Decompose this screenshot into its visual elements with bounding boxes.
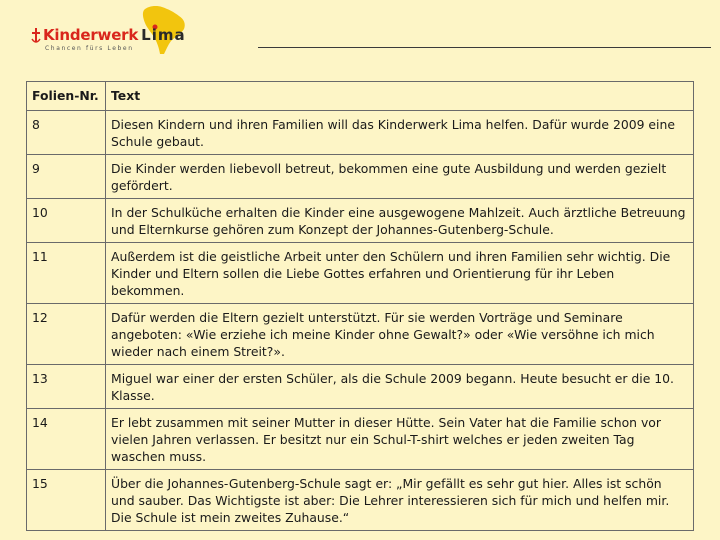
- table-row: [27, 111, 694, 155]
- column-header-slide-number: Folien-Nr.: [27, 82, 106, 111]
- table-row: [27, 243, 694, 304]
- slide-text-table: [26, 81, 694, 531]
- slide-number-cell: 13: [27, 365, 106, 409]
- slide-text-cell: Die Kinder werden liebevoll betreut, bekommen eine gute Ausbildung und werden gezielt gefördert.: [106, 155, 694, 199]
- slide-text-cell: Diesen Kindern und ihren Familien will das Kinderwerk Lima helfen. Dafür wurde 2009 eine Schule gebaut.: [106, 111, 694, 155]
- slide-number-cell: 15: [27, 470, 106, 531]
- slide-text-cell: Dafür werden die Eltern gezielt unterstützt. Für sie werden Vorträge und Seminare angeboten: «Wie erziehe ich meine Kinder ohne Gewalt?» oder «Wie versöhne ich mich wieder nach einem Streit?».: [106, 304, 694, 365]
- slide-number-cell: 8: [27, 111, 106, 155]
- cross-anchor-icon: [31, 28, 41, 44]
- table-header-row: [27, 82, 694, 111]
- logo-wordmark: [43, 26, 186, 44]
- table-row: [27, 304, 694, 365]
- table-row: [27, 470, 694, 531]
- logo-name: Kinderwerk: [43, 26, 139, 44]
- slide-text-cell: In der Schulküche erhalten die Kinder eine ausgewogene Mahlzeit. Auch ärztliche Betreuung und Elternkurse gehören zum Konzept der Johannes-Gutenberg-Schule.: [106, 199, 694, 243]
- slide-text-cell: Miguel war einer der ersten Schüler, als die Schule 2009 begann. Heute besucht er die 10. Klasse.: [106, 365, 694, 409]
- table-row: [27, 409, 694, 470]
- slide-text-cell: Außerdem ist die geistliche Arbeit unter den Schülern und ihren Familien sehr wichtig. Die Kinder und Eltern sollen die Liebe Gottes erfahren und Orientierung für ihr Leben bekommen.: [106, 243, 694, 304]
- slide-number-cell: 12: [27, 304, 106, 365]
- slide-text-cell: Er lebt zusammen mit seiner Mutter in dieser Hütte. Sein Vater hat die Familie schon vor vielen Jahren verlassen. Er besitzt nur ein Schul-T-shirt welches er jeden zweiten Tag waschen muss.: [106, 409, 694, 470]
- kinderwerk-lima-logo: [20, 4, 200, 54]
- table-row: [27, 155, 694, 199]
- slide-number-cell: 9: [27, 155, 106, 199]
- column-header-text: Text: [106, 82, 694, 111]
- slide-number-cell: 11: [27, 243, 106, 304]
- logo-tagline: Chancen fürs Leben: [45, 45, 134, 52]
- header-divider: [258, 47, 711, 48]
- slide-number-cell: 14: [27, 409, 106, 470]
- logo-city: Lima: [141, 26, 186, 44]
- slide-text-cell: Über die Johannes-Gutenberg-Schule sagt er: „Mir gefällt es sehr gut hier. Alles ist schön und sauber. Das Wichtigste ist aber: Die Lehrer interessieren sich für mich und helfen mir. Die Schule ist mein zweites Zuhause.“: [106, 470, 694, 531]
- table-row: [27, 365, 694, 409]
- slide-number-cell: 10: [27, 199, 106, 243]
- table-row: [27, 199, 694, 243]
